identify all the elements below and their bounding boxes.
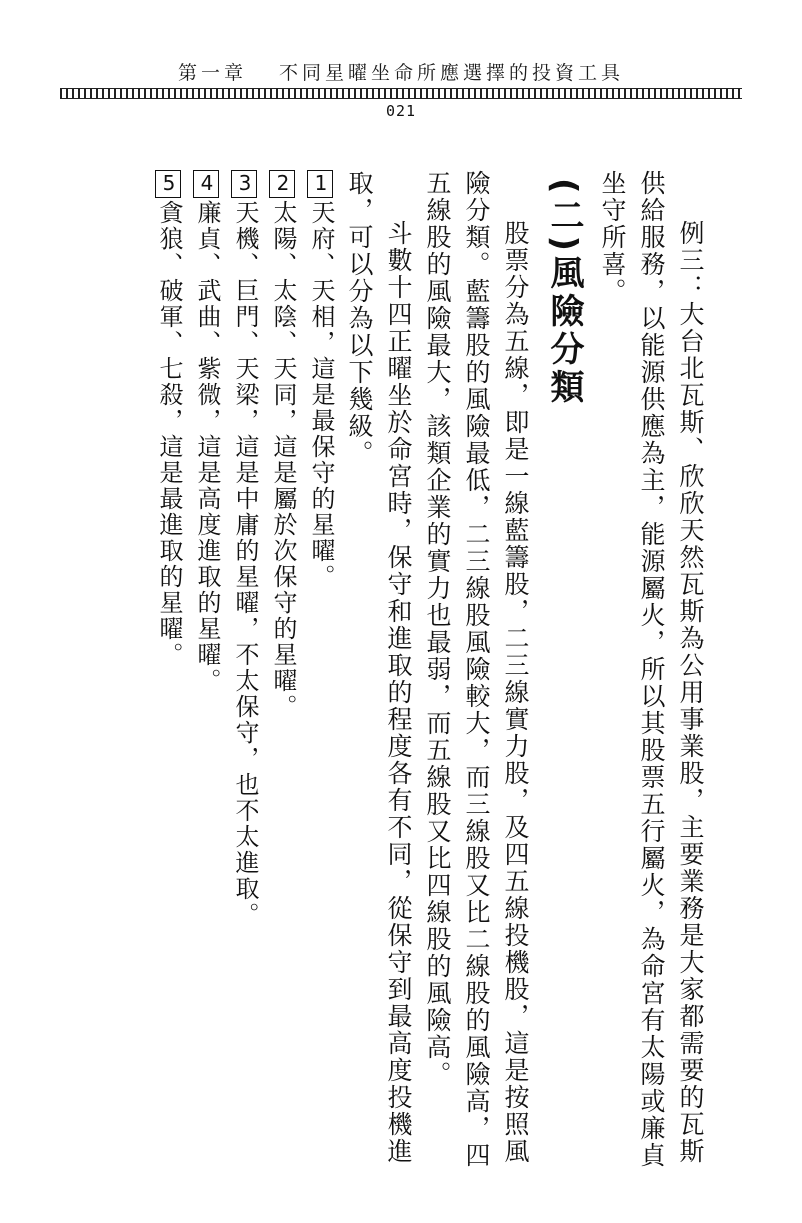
level-text: 天府、天相，這是最保守的星曜。 bbox=[307, 200, 335, 590]
level-number-badge: 4 bbox=[195, 171, 219, 197]
paragraph-stock-tiers: 股票分為五線，即是一線藍籌股，二三線實力股，及四五線投機股，這是按照風險分類。藍籌股的風險最低，二三線股風險較大，而三線股又比二線股的風險高，四五線股的風險最大，該類企業的實力也最弱，而五線股又比四線股的風險高。 bbox=[423, 170, 530, 1169]
level-number-badge: 1 bbox=[309, 171, 333, 197]
level-item bbox=[188, 170, 226, 1190]
level-number-badge: 5 bbox=[157, 171, 181, 197]
page-number: 021 bbox=[385, 102, 417, 120]
level-number-badge: 3 bbox=[233, 171, 257, 197]
level-item bbox=[302, 170, 340, 1190]
example-paragraph: 例三：大台北瓦斯、欣欣天然瓦斯為公用事業股，主要業務是大家都需要的瓦斯供給服務，以能源供應為主，能源屬火，所以其股票五行屬火，為命宮有太陽或廉貞坐守所喜。 bbox=[598, 170, 705, 1169]
section-heading bbox=[535, 178, 593, 1190]
header-divider bbox=[60, 88, 742, 99]
level-text: 貪狼、破軍、七殺，這是最進取的星曜。 bbox=[155, 200, 183, 668]
chapter-label: 第一章 bbox=[177, 62, 247, 84]
level-item bbox=[226, 170, 264, 1190]
section-title: 風險分類 bbox=[544, 255, 584, 408]
level-text: 太陽、太陰、天同，這是屬於次保守的星曜。 bbox=[269, 200, 297, 720]
paragraph-star-levels: 斗數十四正曜坐於命宮時，保守和進取的程度各有不同，從保守到最高度投機進取，可以分為以下幾級。 bbox=[345, 170, 413, 1165]
level-number-badge: 2 bbox=[271, 171, 295, 197]
level-text: 廉貞、武曲、紫微，這是高度進取的星曜。 bbox=[193, 200, 221, 694]
level-text: 天機、巨門、天梁，這是中庸的星曜，不太保守，也不太進取。 bbox=[231, 200, 259, 928]
level-item bbox=[150, 170, 188, 1190]
section-number: (二) bbox=[544, 178, 584, 256]
running-header bbox=[0, 58, 802, 85]
level-item bbox=[264, 170, 302, 1190]
body-text bbox=[150, 170, 710, 1190]
chapter-title: 不同星曜坐命所應選擇的投資工具 bbox=[279, 62, 625, 84]
